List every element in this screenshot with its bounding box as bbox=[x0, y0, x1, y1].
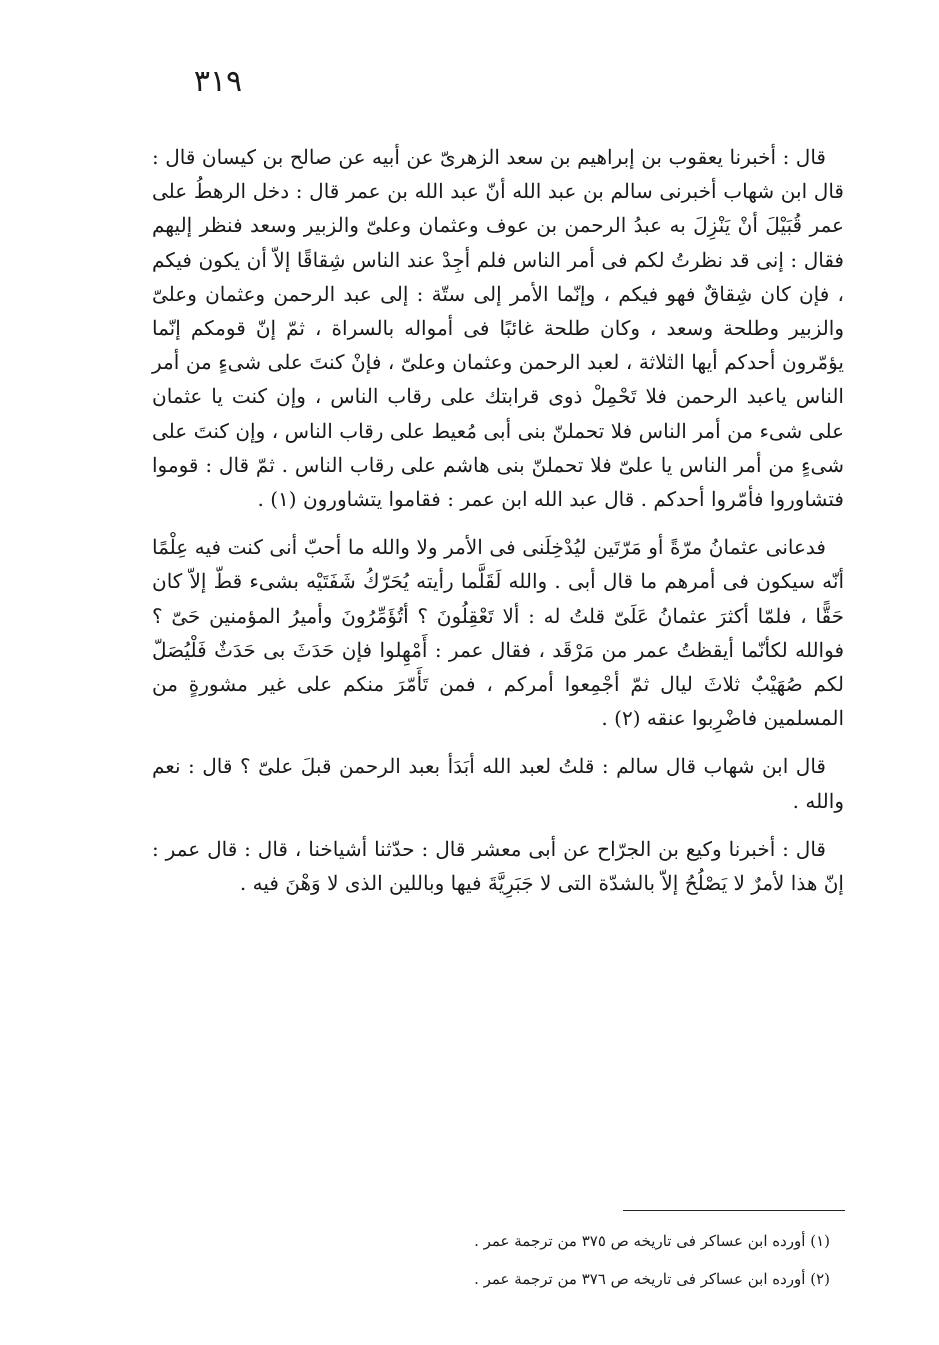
footnote: (٢) أورده ابن عساكر فى تاريخه ص ٣٧٦ من ترجمة عمر . bbox=[474, 1270, 830, 1288]
paragraph: قال : أخبرنا يعقوب بن إبراهيم بن سعد الزهرىّ عن أبيه عن صالح بن كيسان قال : قال ابن شهاب أخبرنى سالم بن عبد الله أنّ عبد الله بن عمر قال : دخل الرهطُ على عمر قُبَيْلَ أنْ يَنْزِلَ به عبدُ الرحمن بن عوف وعثمان وعلىّ والزبير وسعد فنظر إليهم فقال : إنى قد نظرتُ لكم فى أمر الناس فلم أجِدْ عند الناس شِقاقًا إلاّ أن يكون فيكم ، فإن كان شِقاقٌ فهو فيكم ، وإنّما الأمر إلى ستّة : إلى عبد الرحمن وعثمان وعلىّ والزبير وطلحة وسعد ، وكان طلحة غائبًا فى أمواله بالسراة ، ثمّ إنّ قومكم إنّما يؤمّرون أحدكم أيها الثلاثة ، لعبد الرحمن وعثمان وعلىّ ، فإنْ كنتَ على شىءٍ من أمر الناس ياعبد الرحمن فلا تَحْمِلْ ذوى قرابتك على رقاب الناس ، وإن كنت يا عثمان على شىء من أمر الناس فلا تحملنّ بنى أبى مُعيط على رقاب الناس ، وإن كنتَ على شىءٍ من أمر الناس يا علىّ فلا تحملنّ بنى هاشم على رقاب الناس . ثمّ قال : قوموا فتشاوروا فأمّروا أحدكم . قال عبد الله ابن عمر : فقاموا يتشاورون (١) . bbox=[152, 145, 844, 512]
page-number: ٣١٩ bbox=[193, 64, 243, 99]
paragraph: قال : أخبرنا وكيع بن الجرّاح عن أبى معشر قال : حدّثنا أشياخنا ، قال : قال عمر : إنّ هذا لأمرٌ لا يَصْلُحُ إلاّ بالشدّة التى لا جَبَرِيَّةَ فيها وباللين الذى لا وَهْنَ فيه . bbox=[152, 836, 844, 896]
footnote: (١) أورده ابن عساكر فى تاريخه ص ٣٧٥ من ترجمة عمر . bbox=[474, 1232, 830, 1250]
footnote-divider bbox=[623, 1210, 845, 1211]
main-text bbox=[152, 140, 844, 914]
footnotes bbox=[300, 1222, 830, 1298]
paragraph: فدعانى عثمانُ مرّةً أو مَرّتَين ليُدْخِلَنى فى الأمر ولا والله ما أحبّ أنى كنت فيه عِلْمًا أنّه سيكون فى أمرهم ما قال أبى . والله لَقَلَّما رأيته يُحَرّكُ شَفَتَيْه بشىء قطّ إلاّ كان حَقًّا ، فلمّا أكثرَ عثمانُ عَلَىّ قلتُ له : ألا تَعْقِلُونَ ؟ أتُؤَمِّرُونَ وأميرُ المؤمنين حَىّ ؟ فوالله لكأنّما أيقظتُ عمر من مَرْقَد ، فقال عمر : أَمْهِلوا فإن حَدَثَ بى حَدَثٌ فَلْيُصَلّ لكم صُهَيْبٌ ثلاثَ ليال ثمّ أجْمِعوا أمركم ، فمن تَأَمّرَ منكم على غير مشورةٍ من المسلمين فاضْرِبوا عنقه (٢) . bbox=[152, 535, 844, 731]
paragraph: قال ابن شهاب قال سالم : قلتُ لعبد الله أبَدَأ بعبد الرحمن قبلَ علىّ ؟ قال : نعم والله . bbox=[152, 754, 844, 813]
